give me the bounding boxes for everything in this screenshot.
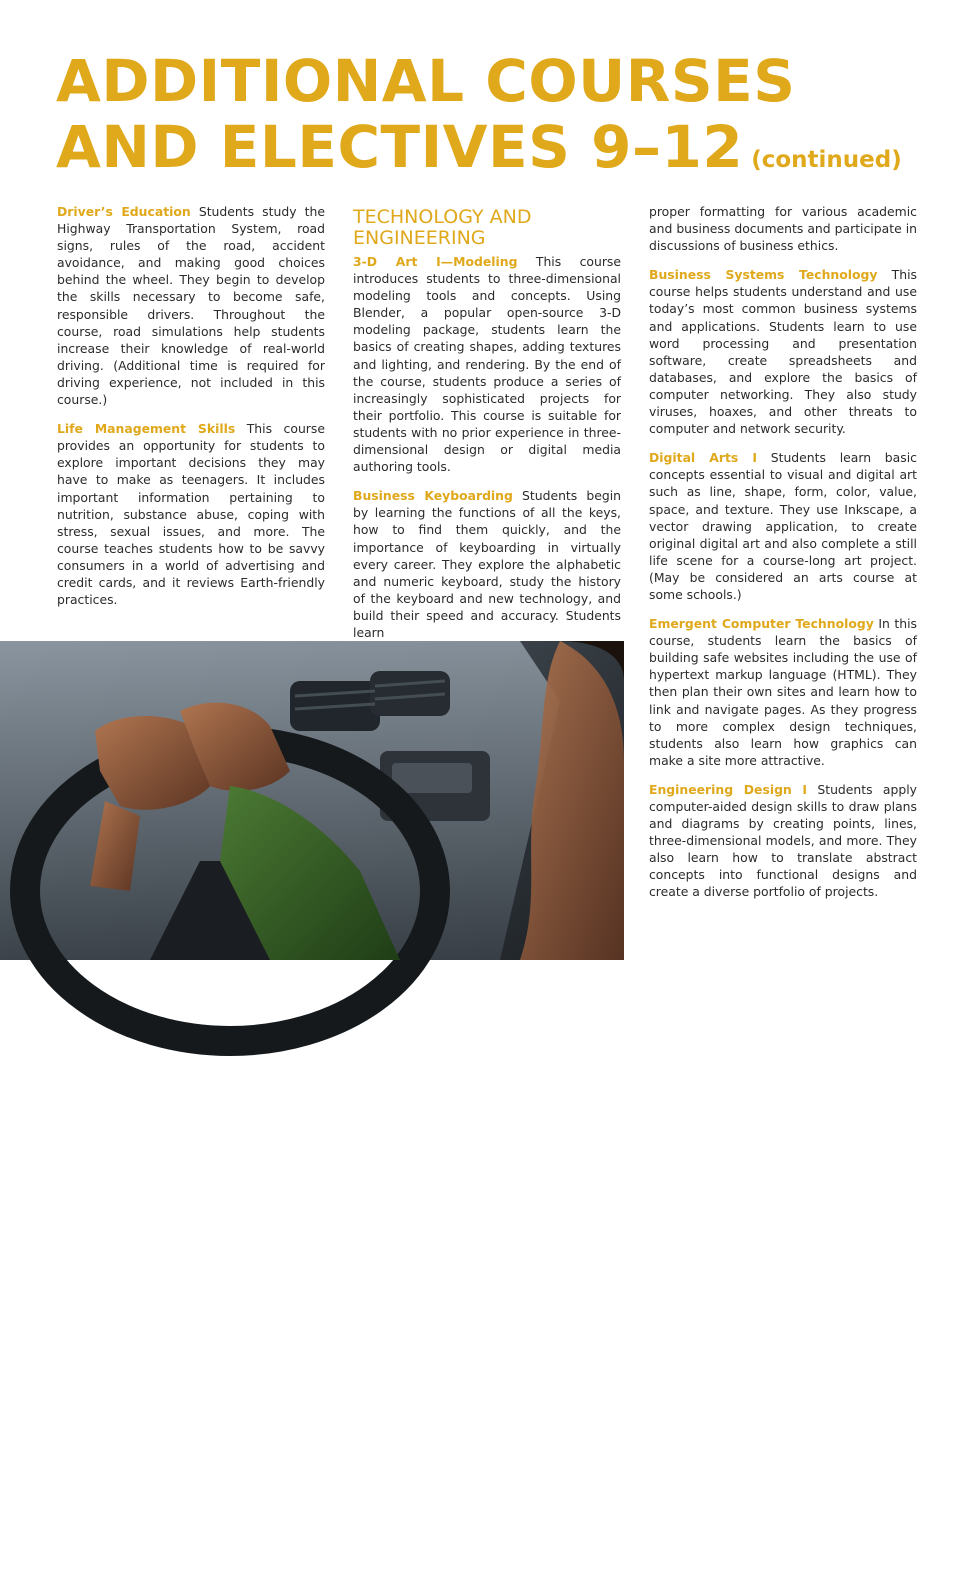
course-description: This course introduces students to three-dimensional modeling tools and concepts. Using Blender, a popular open-source 3-D modeling package, students learn the basics of creating shapes, adding textures and lighting, and rendering. By the end of the course, students produce a series of increasingly sophisticated projects for their portfolio. This course is suitable for students with no prior experience in three-dimensional design or digital media authoring tools. [353, 254, 621, 475]
section-heading: TECHNOLOGY AND ENGINEERING [353, 206, 532, 249]
course-entry [57, 420, 325, 608]
course-entry [649, 449, 917, 603]
title-continued: (continued) [751, 147, 902, 173]
course-description: This course helps students understand and use today’s most common business systems and applications. Students learn to use word processing and presentation software, create spreadsheets and databases, and explore the basics of computer networking. They also study viruses, hoaxes, and other threats to computer and network security. [649, 267, 917, 437]
page-title [56, 48, 902, 193]
course-name: Emergent Computer Technology [649, 616, 874, 632]
course-entry [353, 253, 621, 475]
course-description: In this course, students learn the basics of building safe websites including the use of hypertext markup language (HTML). They then plan their own sites and learn how to link and navigate pages. As they progress to more complex design techniques, students also learn how graphics can make a site more attractive. [649, 616, 917, 768]
column-2 [353, 207, 621, 653]
course-description: Students apply computer-aided design skills to draw plans and diagrams by creating points, lines, three-dimensional models, and more. They also learn how to translate abstract concepts into functional designs and create a diverse portfolio of projects. [649, 781, 917, 900]
course-entry [649, 615, 917, 769]
column-3 [649, 203, 917, 913]
course-name: Driver’s Education [57, 204, 191, 219]
photo-illustration [0, 641, 624, 960]
driving-student-photo [0, 641, 624, 1589]
course-description: This course provides an opportunity for students to explore important decisions they may have to make as teenagers. It includes important information pertaining to nutrition, substance abuse, coping with stress, sexual issues, and more. The course teaches students how to be savvy consumers in a world of advertising and credit cards, and it reviews Earth-friendly practices. [57, 421, 325, 608]
course-name: Engineering Design I [649, 781, 808, 797]
course-name: Business Systems Technology [649, 267, 878, 283]
course-entry [353, 487, 621, 641]
column-1 [57, 203, 325, 620]
course-entry [649, 266, 917, 437]
title-line-1: ADDITIONAL COURSES [56, 47, 796, 115]
course-name: Life Management Skills [57, 421, 236, 437]
course-entry [649, 781, 917, 901]
course-name: 3-D Art I—Modeling [353, 254, 518, 269]
continued-text: proper formatting for various academic and business documents and participate in discussions of business ethics. [649, 204, 917, 254]
course-description: Students begin by learning the functions of all the keys, how to find them quickly, and the importance of keyboarding in virtually every career. They explore the alphabetic and numeric keyboard, study the history of the keyboard and new technology, and build their speed and accuracy. Students learn [353, 488, 621, 640]
page-number: 8 [14, 1579, 20, 1589]
course-name: Digital Arts I [649, 450, 757, 466]
course-name: Business Keyboarding [353, 488, 513, 504]
course-entry [57, 203, 325, 408]
course-description: Students learn basic concepts essential to visual and digital art such as line, shape, form, color, value, space, and texture. They use Inkscape, a vector drawing application, to create original digital art and also complete a still life scene for a course-long art project. (May be considered an arts course at some schools.) [649, 450, 917, 602]
course-description: Students study the Highway Transportation System, road signs, rules of the road, accident avoidance, and making good choices behind the wheel. They begin to develop the skills necessary to become safe, responsible drivers. Throughout the course, road simulations help students increase their knowledge of real-world driving. (Additional time is required for driving experience, not included in this course.) [57, 204, 325, 408]
title-line-2 [56, 114, 902, 193]
title-line-2-text: AND ELECTIVES 9–12 [56, 113, 744, 181]
